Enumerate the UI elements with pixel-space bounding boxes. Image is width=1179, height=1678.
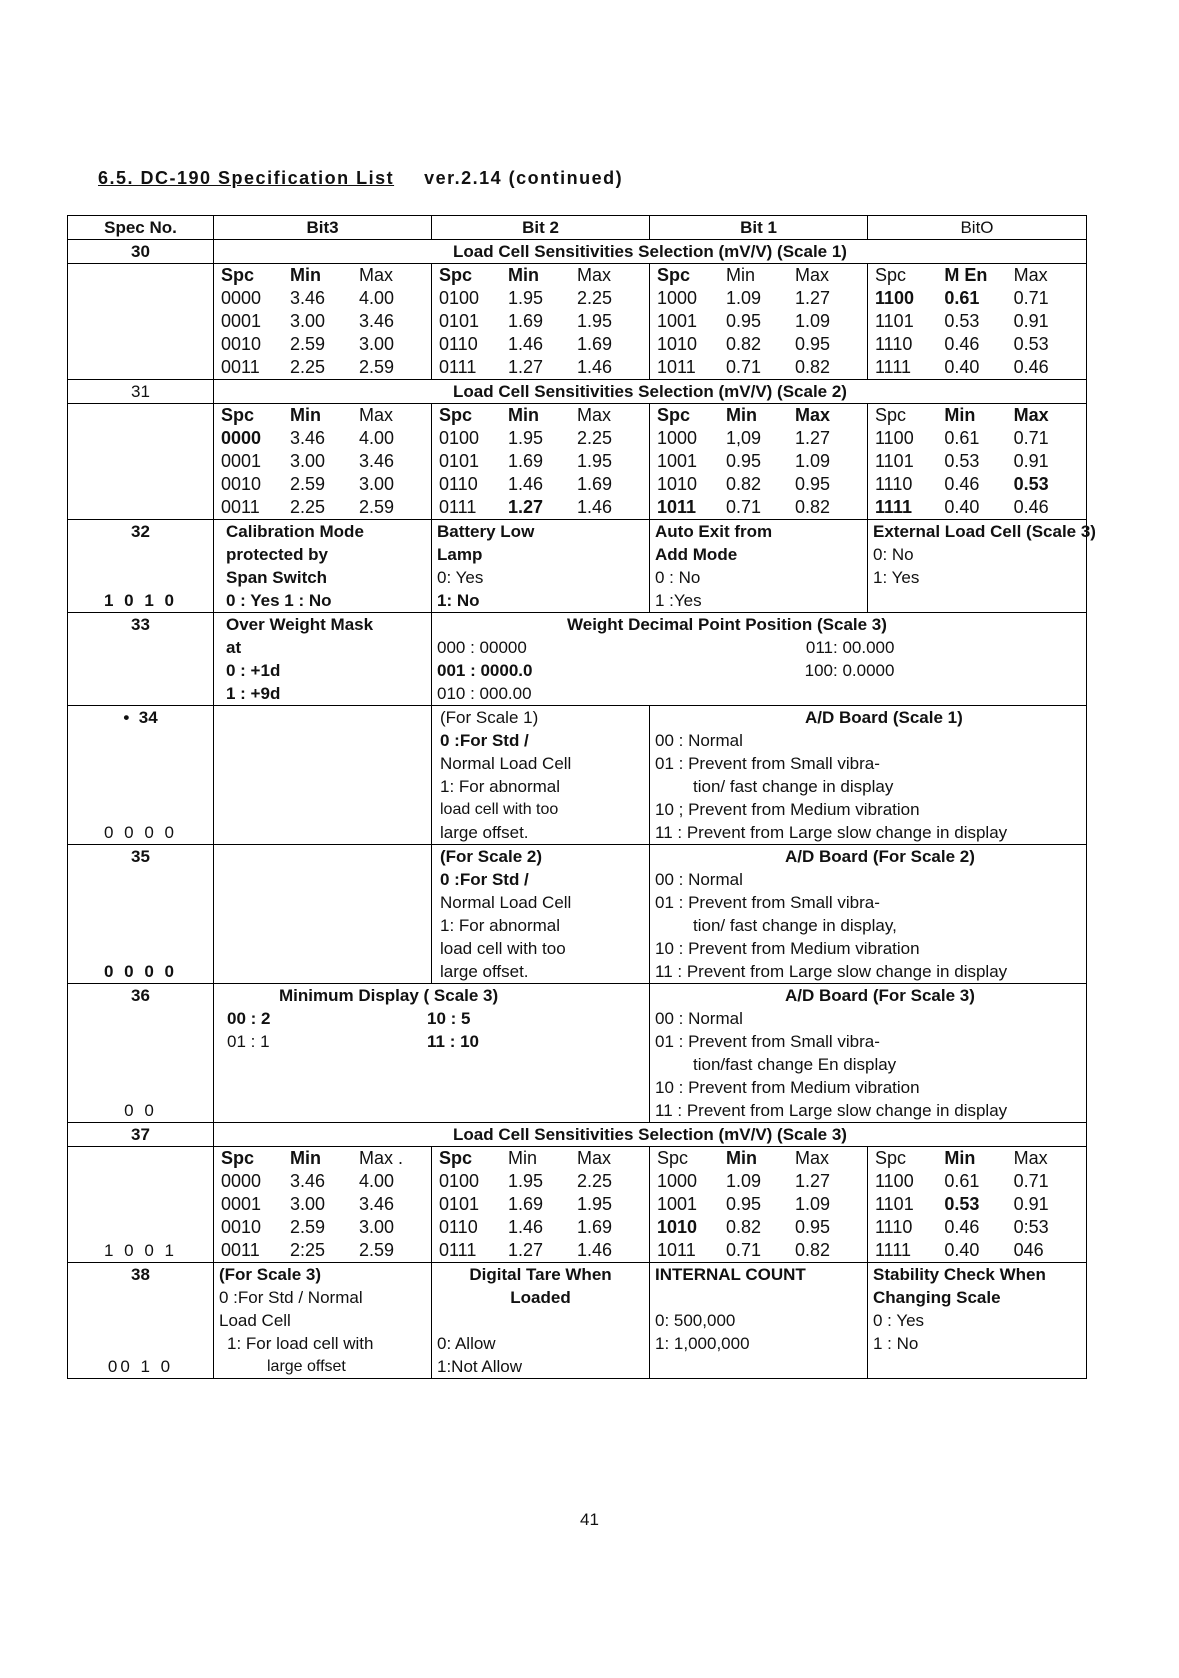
- spec30-group-3: Spc M En Max 1100 0.61 0.71 1101 0.53 0.91 1110 0.46 0.53 1111 0.40 0.46: [868, 264, 1087, 380]
- spec38-bit1: INTERNAL COUNT 0: 500,000 1: 1,000,000: [650, 1263, 868, 1379]
- spec30-number: 30: [68, 240, 214, 264]
- header-bit0: BitO: [868, 216, 1087, 240]
- spec36-min-display: Minimum Display ( Scale 3) 00 : 2 01 : 1 10 : 5 11 : 10: [214, 984, 650, 1123]
- spec38-default: 00 1 0: [107, 1357, 174, 1376]
- spec38-row: [68, 1263, 1087, 1379]
- spec31-title: Load Cell Sensitivities Selection (mV/V) (Scale 2): [214, 380, 1087, 404]
- header-bit2: Bit 2: [432, 216, 650, 240]
- spec33-decimal-point: Weight Decimal Point Position (Scale 3) 000 : 00000 001 : 0000.0 010 : 000.00 011: 00.000 100: 0.0000: [432, 613, 1087, 706]
- spec38-bit0: Stability Check When Changing Scale 0 : Yes 1 : No: [868, 1263, 1087, 1379]
- spec32-number-cell: [68, 520, 214, 613]
- spec35-number-cell: [68, 845, 214, 984]
- spec33-title: Weight Decimal Point Position (Scale 3): [567, 615, 887, 634]
- spec37-default: 1 0 0 1: [104, 1241, 177, 1260]
- spec34-default: 0 0 0 0: [104, 823, 177, 842]
- heading-title: 6.5. DC-190 Specification List: [98, 168, 395, 188]
- spec31-group-0: Spc Min Max 0000 3.46 4.00 0001 3.00 3.46 0010 2.59 3.00 0011 2.25 2.59: [214, 404, 432, 520]
- spec34-row: [68, 706, 1087, 845]
- spec37-group-1: Spc Min Max 0100 1.95 2.25 0101 1.69 1.95 0110 1.46 1.69 0111 1.27 1.46: [432, 1147, 650, 1263]
- spec36-number-cell: [68, 984, 214, 1123]
- spec31-group-3: Spc Min Max 1100 0.61 0.71 1101 0.53 0.91 1110 0.46 0.53 1111 0.40 0.46: [868, 404, 1087, 520]
- spec36-left-title: Minimum Display ( Scale 3): [279, 986, 499, 1005]
- page-heading: [98, 168, 623, 189]
- header-bit1: Bit 1: [650, 216, 868, 240]
- spec33-row: [68, 613, 1087, 706]
- spec31-group-2: Spc Min Max 1000 1,09 1.27 1001 0.95 1.09 1010 0.82 0.95 1011 0.71 0.82: [650, 404, 868, 520]
- spec38-bit3: (For Scale 3) 0 :For Std / Normal Load Cell 1: For load cell with large offset: [214, 1263, 432, 1379]
- spec33-bit3: Over Weight Mask at 0 : +1d 1 : +9d: [214, 613, 432, 706]
- spec38-number-cell: [68, 1263, 214, 1379]
- spec30-title-row: [68, 240, 1087, 264]
- spec35-bit3: [214, 845, 432, 984]
- spec-table: [67, 215, 1096, 1379]
- spec32-number: 32: [131, 522, 150, 541]
- spec30-group-2: Spc Min Max 1000 1.09 1.27 1001 0.95 1.09 1010 0.82 0.95 1011 0.71 0.82: [650, 264, 868, 380]
- spec34-bit3: [214, 706, 432, 845]
- spec37-values-row: [68, 1147, 1087, 1263]
- spec34-number-cell: • 34 0 0 0 0: [68, 706, 214, 845]
- spec36-ad-board: A/D Board (For Scale 3) 00 : Normal 01 : Prevent from Small vibra- tion/fast change En display 10 : Prevent from Medium vibration 11 : Prevent from Large slow change in display: [650, 984, 1087, 1123]
- spec31-default: [68, 404, 214, 520]
- spec30-group-1: Spc Min Max 0100 1.95 2.25 0101 1.69 1.95 0110 1.46 1.69 0111 1.27 1.46: [432, 264, 650, 380]
- spec37-title: Load Cell Sensitivities Selection (mV/V) (Scale 3): [214, 1123, 1087, 1147]
- heading-version: ver.2.14 (continued): [424, 168, 624, 188]
- spec31-title-row: [68, 380, 1087, 404]
- spec38-bit2: Digital Tare When Loaded 0: Allow 1:Not Allow: [432, 1263, 650, 1379]
- header-row: [68, 216, 1087, 240]
- spec36-number: 36: [131, 986, 150, 1005]
- spec32-row: [68, 520, 1087, 613]
- spec36-row: [68, 984, 1087, 1123]
- header-bit3: Bit3: [214, 216, 432, 240]
- spec37-title-row: [68, 1123, 1087, 1147]
- spec31-values-row: [68, 404, 1087, 520]
- spec35-ad-board: A/D Board (For Scale 2) 00 : Normal 01 : Prevent from Small vibra- tion/ fast change in display, 10 : Prevent from Medium vibration 11 : Prevent from Large slow change in display: [650, 845, 1087, 984]
- spec37-group-3: Spc Min Max 1100 0.61 0.71 1101 0.53 0.91 1110 0.46 0:53 1111 0.40 046: [868, 1147, 1087, 1263]
- spec35-row: [68, 845, 1087, 984]
- spec33-number: 33: [68, 613, 214, 706]
- spec35-left: (For Scale 2) 0 :For Std / Normal Load Cell 1: For abnormal load cell with too large offset.: [432, 845, 650, 984]
- page-number: 41: [580, 1510, 599, 1529]
- spec32-bit0: External Load Cell (Scale 3) 0: No 1: Yes: [868, 520, 1087, 613]
- spec34-left: (For Scale 1) 0 :For Std / Normal Load Cell 1: For abnormal load cell with too large offset.: [432, 706, 650, 845]
- spec30-group-0: Spc Min Max 0000 3.46 4.00 0001 3.00 3.46 0010 2.59 3.00 0011 2.25 2.59: [214, 264, 432, 380]
- spec35-default: 0 0 0 0: [104, 962, 177, 981]
- header-spec-no: Spec No.: [68, 216, 214, 240]
- spec34-number: 34: [138, 708, 158, 727]
- spec37-group-2: Spc Min Max 1000 1.09 1.27 1001 0.95 1.09 1010 0.82 0.95 1011 0.71 0.82: [650, 1147, 868, 1263]
- spec31-number: 31: [68, 380, 214, 404]
- spec32-bit3: Calibration Mode protected by Span Switch 0 : Yes 1 : No: [214, 520, 432, 613]
- spec38-number: 38: [131, 1265, 150, 1284]
- spec30-default: [68, 264, 214, 380]
- spec34-ad-board: A/D Board (Scale 1) 00 : Normal 01 : Prevent from Small vibra- tion/ fast change in display 10 ; Prevent from Medium vibration 11 : Prevent from Large slow change in display: [650, 706, 1087, 845]
- spec32-bit1: Auto Exit from Add Mode 0 : No 1 :Yes: [650, 520, 868, 613]
- spec32-bit2: Battery Low Lamp 0: Yes 1: No: [432, 520, 650, 613]
- spec35-title: A/D Board (For Scale 2): [785, 847, 975, 866]
- spec36-default: 0 0: [124, 1101, 157, 1120]
- spec31-group-1: Spc Min Max 0100 1.95 2.25 0101 1.69 1.95 0110 1.46 1.69 0111 1.27 1.46: [432, 404, 650, 520]
- spec32-default: 1 0 1 0: [104, 591, 177, 610]
- spec37-number-cell: [68, 1147, 214, 1263]
- spec36-title: A/D Board (For Scale 3): [785, 986, 975, 1005]
- spec37-group-0: Spc Min Max . 0000 3.46 4.00 0001 3.00 3.46 0010 2.59 3.00 0011 2:25 2.59: [214, 1147, 432, 1263]
- spec34-title: A/D Board (Scale 1): [805, 708, 963, 727]
- spec37-number: 37: [68, 1123, 214, 1147]
- spec35-number: 35: [131, 847, 150, 866]
- spec30-values-row: [68, 264, 1087, 380]
- spec30-title: Load Cell Sensitivities Selection (mV/V) (Scale 1): [214, 240, 1087, 264]
